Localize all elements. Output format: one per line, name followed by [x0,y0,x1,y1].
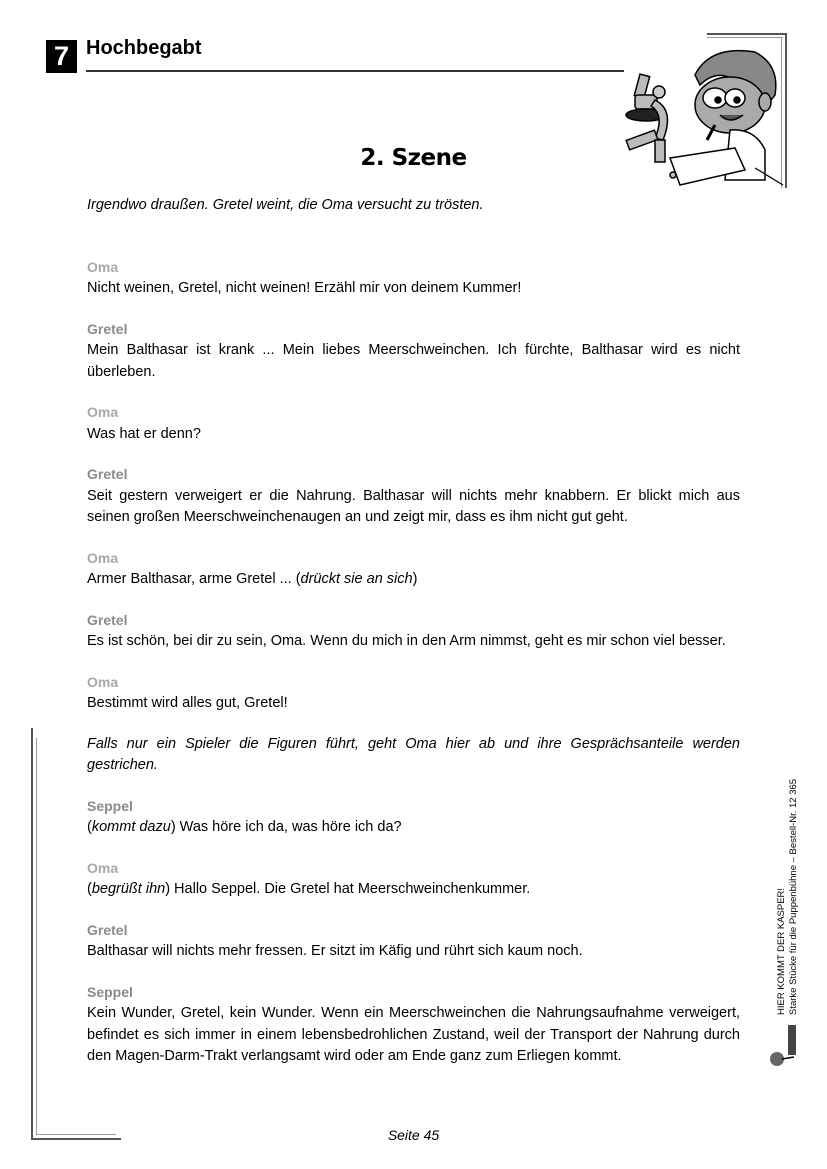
dialogue-entry [87,920,740,963]
dialogue-line [87,569,740,591]
stage-direction-intro: Irgendwo draußen. Gretel weint, die Oma versucht zu trösten. [87,197,484,213]
dialogue-line: Mein Balthasar ist krank ... Mein liebes Meerschweinchen. Ich fürchte, Balthasar wird es nicht überleben. [87,342,740,380]
frame-left-inner-line [36,738,37,1135]
dialogue-line: Was hat er denn? [87,425,201,442]
speaker-name: Seppel [87,983,133,1000]
frame-top-inner-line [707,37,783,38]
speaker-name: Oma [87,404,119,420]
header-divider [86,70,624,72]
series-title: HIER KOMMT DER KASPER! [776,887,787,1015]
dialogue-entry [87,402,740,445]
dialogue-line: Seit gestern verweigert er die Nahrung. Balthasar will nichts mehr knabbern. Er blickt mich aus seinen großen Meerschweinchenaugen an und zeigt mir, dass es ihm nicht gut geht. [87,487,740,525]
script-content [87,195,740,1068]
dialogue-line [87,879,740,901]
speaker-name: Gretel [87,921,128,938]
dialogue-entry [87,858,740,901]
dialogue-entry [87,672,740,715]
frame-left-line [31,728,33,1140]
publisher-logo-tree-icon [768,1025,798,1070]
speaker-name: Gretel [87,611,128,628]
speaker-name: Gretel [87,320,128,337]
dialogue-text: ( [87,881,92,897]
dialogue-line: Nicht weinen, Gretel, nicht weinen! Erzähl mir von deinem Kummer! [87,280,522,296]
dialogue-text: ) Hallo Seppel. Die Gretel hat Meerschweinchenkummer. [165,881,531,897]
stage-direction-inline: begrüßt ihn [91,881,166,897]
dialogue-entry [87,610,740,653]
side-series-info [776,779,800,1015]
series-subtitle-order-number: Starke Stücke für die Puppenbühne – Bestell-Nr. 12 365 [788,778,799,1015]
dialogue-entry [87,464,740,529]
stage-direction: Falls nur ein Spieler die Figuren führt, geht Oma hier ab und ihre Gesprächsanteile werden gestrichen. [87,735,740,773]
dialogue-line: Bestimmt wird alles gut, Gretel! [87,695,288,711]
speaker-name: Gretel [87,466,128,482]
speaker-name: Oma [87,859,119,876]
stage-direction-inline: kommt dazu [91,819,171,835]
chapter-title: Hochbegabt [86,37,202,59]
speaker-name: Oma [87,549,119,566]
dialogue-entry [87,796,740,839]
boy-head [695,51,776,133]
stage-direction-inline: drückt sie an sich [300,571,413,587]
dialogue-line: Balthasar will nichts mehr fressen. Er sitzt im Käfig und rührt sich kaum noch. [87,943,583,959]
page-number: Seite 45 [387,1127,440,1143]
dialogue-text: ) Was höre ich da, was höre ich da? [170,819,402,835]
speaker-name: Seppel [87,797,133,814]
dialogue-text: ( [87,819,92,835]
dialogue-entry [87,257,740,300]
dialogue-entry [87,982,740,1068]
speaker-name: Oma [87,258,119,275]
dialogue-line: Kein Wunder, Gretel, kein Wunder. Wenn ein Meerschweinchen die Nahrungsaufnahme verweigert, befindet es sich immer in einem lebensbedrohlichen Zustand, weil der Transport der Nahrung durch den Magen-Darm-Trakt verlangsamt wird oder am Ende ganz zum Erliegen kommt. [87,1005,740,1064]
scene-title: 2. Szene [360,145,467,171]
dialogue-entry [87,319,740,384]
frame-top-line [707,33,787,35]
dialogue-text: ) [412,571,418,587]
speaker-name: Oma [87,673,119,690]
dialogue-line [87,817,740,839]
dialogue-entry [87,548,740,591]
dialogue-text: Armer Balthasar, arme Gretel ... ( [87,571,301,587]
dialogue-line: Es ist schön, bei dir zu sein, Oma. Wenn du mich in den Arm nimmst, geht es mir schon viel besser. [87,633,726,649]
chapter-number-badge: 7 [46,40,77,73]
